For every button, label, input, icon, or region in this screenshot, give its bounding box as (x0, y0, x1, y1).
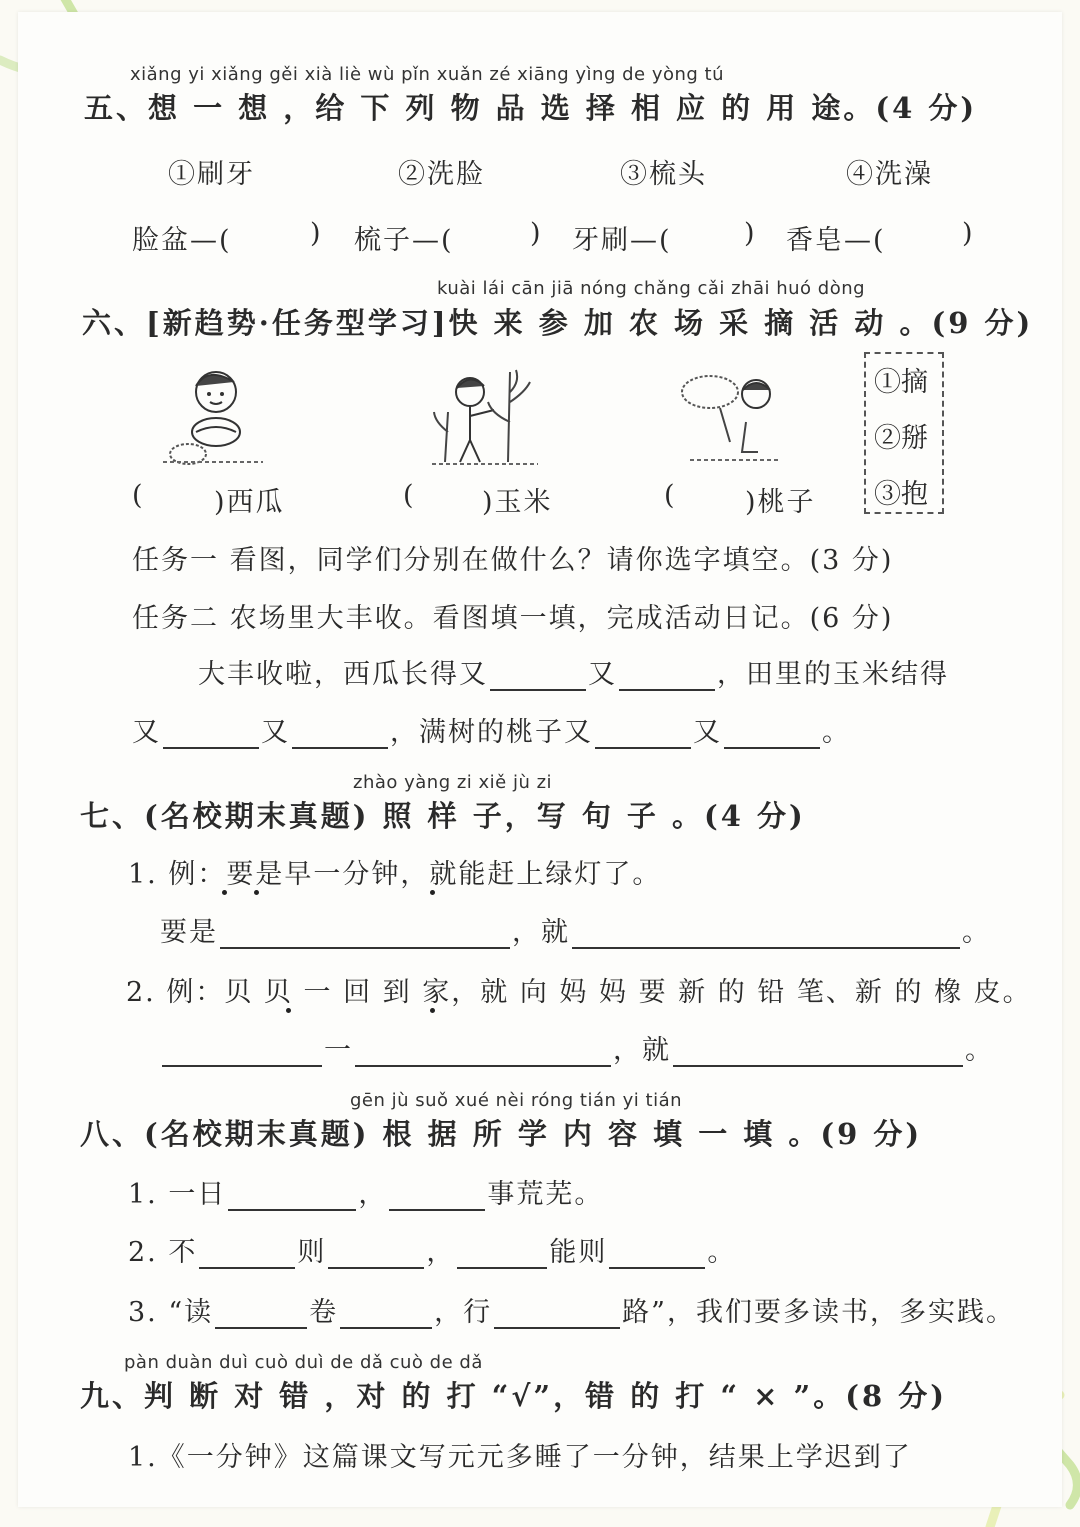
blank-input[interactable] (673, 1039, 963, 1067)
s7-pinyin: zhào yàng zi xiě jù zi (353, 772, 553, 793)
s5-item-toothbrush: 牙刷—( (572, 225, 672, 256)
s5-option-2: ②洗脸 (398, 159, 485, 190)
blank-input[interactable] (292, 721, 388, 749)
s6-choice-pick: ①摘 (874, 367, 928, 398)
blank-input[interactable] (328, 1241, 424, 1269)
blank-input[interactable] (220, 921, 510, 949)
s8-title: 八、(名校期末真题) 根 据 所 学 内 容 填 一 填 。(9 分) (80, 1117, 923, 1151)
s8-q1: 1. 一日 ， 事荒芜。 (128, 1179, 604, 1210)
blank-input[interactable] (494, 1301, 620, 1329)
s6-label-peach: )桃子 (745, 487, 816, 518)
s6-task1: 任务一 看图，同学们分别在做什么？请你选字填空。(3 分) (132, 545, 894, 576)
blank-input[interactable] (228, 1183, 356, 1211)
blank-input[interactable] (457, 1241, 547, 1269)
s6-task2: 任务二 农场里大丰收。看图填一填，完成活动日记。(6 分) (132, 603, 894, 634)
blank-input[interactable] (162, 1039, 322, 1067)
boy-peach-tree-icon (680, 362, 790, 472)
s5-close: ) (962, 218, 975, 249)
emphasis-dot (286, 1008, 291, 1013)
emphasis-dot (430, 890, 435, 895)
blank-input[interactable] (215, 1301, 307, 1329)
emphasis-dot (254, 890, 259, 895)
blank-input[interactable] (355, 1039, 611, 1067)
blank-input[interactable] (619, 663, 715, 691)
s6-choice-hug: ③抱 (874, 479, 928, 510)
s6-diary-line2: 又 又 ，满树的桃子又 又 。 (132, 717, 851, 748)
s6-label-corn: )玉米 (482, 487, 553, 518)
s5-item-comb: 梳子—( (354, 225, 454, 256)
s6-pinyin: kuài lái cān jiā nóng chǎng cǎi zhāi huó dòng (437, 278, 866, 299)
blank-input[interactable] (490, 663, 586, 691)
s5-close: ) (744, 218, 757, 249)
s6-diary-line1: 大丰收啦，西瓜长得又 又 ，田里的玉米结得 (198, 659, 949, 690)
s9-title: 九、判 断 对 错 ，对 的 打 “√”，错 的 打 “ × ”。(8 分) (80, 1379, 947, 1413)
blank-input[interactable] (340, 1301, 432, 1329)
blank-input[interactable] (572, 921, 960, 949)
s5-option-4: ④洗澡 (846, 159, 933, 190)
s7-example1: 1. 例：要是早一分钟，就能赶上绿灯了。 (128, 859, 662, 890)
s5-item-soap: 香皂—( (786, 225, 886, 256)
s7-fill2: 一 ，就 。 (160, 1028, 994, 1067)
s8-q3: 3. “读 卷 ，行 路”，我们要多读书，多实践。 (128, 1297, 1015, 1328)
s5-option-3: ③梳头 (620, 159, 707, 190)
s7-example2: 2. 例：贝 贝 一 回 到 家，就 向 妈 妈 要 新 的 铅 笔、新 的 橡 皮。 (126, 977, 1032, 1008)
s5-item-basin: 脸盆—( (132, 225, 232, 256)
blank-input[interactable] (595, 721, 691, 749)
s5-title: 五、想 一 想 ，给 下 列 物 品 选 择 相 应 的 用 途。(4 分) (84, 91, 978, 125)
blank-input[interactable] (163, 721, 259, 749)
s9-q1: 1.《一分钟》这篇课文写元元多睡了一分钟，结果上学迟到了 (128, 1442, 912, 1473)
s6-title: 六、[新趋势·任务型学习]快 来 参 加 农 场 采 摘 活 动 。(9 分) (82, 306, 1034, 340)
blank-input[interactable] (199, 1241, 295, 1269)
blank-input[interactable] (609, 1241, 705, 1269)
s9-pinyin: pàn duàn duì cuò duì de dǎ cuò de dǎ (124, 1352, 483, 1373)
s6-choice-break: ②掰 (874, 423, 928, 454)
s7-fill1: 要是 ，就 。 (160, 917, 991, 948)
s6-label-watermelon: )西瓜 (214, 487, 285, 518)
blank-input[interactable] (724, 721, 820, 749)
emphasis-dot (430, 1008, 435, 1013)
blank-input[interactable] (389, 1183, 485, 1211)
s6-paren-open: ( (664, 480, 677, 511)
s6-paren-open: ( (403, 480, 416, 511)
s6-choice-box (864, 352, 944, 514)
s7-title: 七、(名校期末真题) 照 样 子，写 句 子 。(4 分) (80, 799, 806, 833)
emphasis-dot (222, 890, 227, 895)
girl-corn-icon (430, 362, 540, 472)
s5-pinyin: xiǎng yi xiǎng gěi xià liè wù pǐn xuǎn zé xiāng yìng de yòng tú (130, 64, 725, 85)
s8-pinyin: gēn jù suǒ xué nèi róng tián yi tián (350, 1090, 683, 1111)
s8-q2: 2. 不 则 ， 能则 。 (128, 1237, 737, 1268)
s5-option-1: ①刷牙 (168, 159, 255, 190)
s5-close: ) (310, 218, 323, 249)
s5-close: ) (530, 218, 543, 249)
s6-paren-open: ( (132, 480, 145, 511)
boy-watermelon-icon (158, 362, 268, 472)
